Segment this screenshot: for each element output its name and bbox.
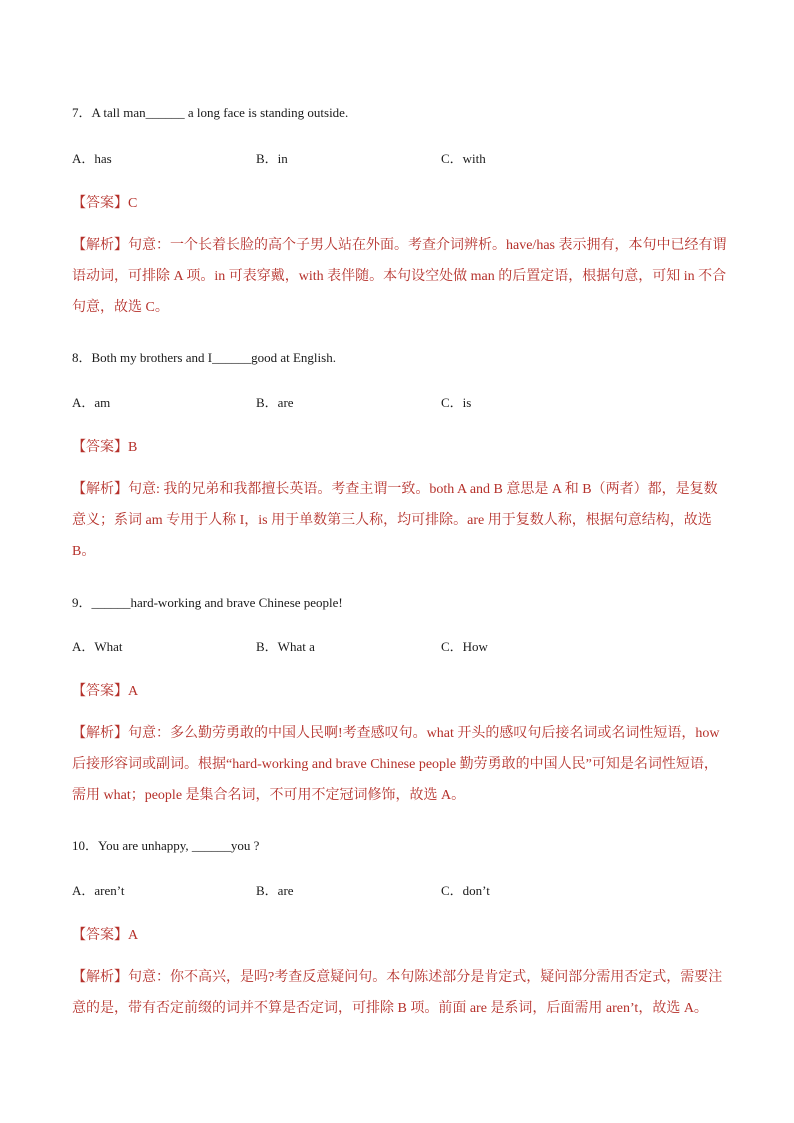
question-7-explanation	[72, 230, 727, 323]
question-7-explanation-line: 语动词，可排除 A 项。in 可表穿戴，with 表伴随。本句设空处做 man 的后置定语，根据句意，可知 in 不合	[72, 269, 727, 284]
question-8-explanation	[72, 474, 722, 567]
question-9-explanation-line: 【解析】句意：多么勤劳勇敢的中国人民啊!考查感叹句。what 开头的感叹句后接名词或名词性短语，how	[72, 726, 720, 741]
question-10-explanation-line: 【解析】句意：你不高兴，是吗?考查反意疑问句。本句陈述部分是肯定式，疑问部分需用否定式，需要注	[72, 970, 723, 985]
question-9-option-b: B．What a	[256, 639, 315, 654]
question-7-option-b: B．in	[256, 151, 288, 166]
question-10-answer: 【答案】A	[72, 928, 139, 943]
question-9-explanation-line: 需用 what；people 是集合名词，不可用不定冠词修饰，故选 A。	[72, 788, 466, 803]
question-10-option-c: C．don’t	[441, 883, 490, 898]
question-7-explanation-line: 【解析】句意：一个长着长脸的高个子男人站在外面。考查介词辨析。have/has 表示拥有，本句中已经有谓	[72, 238, 727, 253]
question-8-stem: 8．Both my brothers and I______good at English.	[72, 350, 336, 365]
question-9-explanation-line: 后接形容词或副词。根据“hard-working and brave Chinese people 勤劳勇敢的中国人民”可知是名词性短语，	[72, 757, 718, 772]
question-10-option-b: B．are	[256, 883, 294, 898]
question-7-answer: 【答案】C	[72, 196, 138, 211]
question-7-stem: 7．A tall man______ a long face is standing outside.	[72, 105, 349, 120]
question-7-option-a: A．has	[72, 151, 112, 166]
question-8-explanation-line: 【解析】句意: 我的兄弟和我都擅长英语。考查主谓一致。both A and B 意思是 A 和 B（两者）都，是复数	[72, 482, 718, 497]
question-7-option-c: C．with	[441, 151, 486, 166]
question-9-option-a: A．What	[72, 639, 123, 654]
question-10-stem: 10．You are unhappy, ______you ?	[72, 838, 260, 853]
question-8-explanation-line: B。	[72, 544, 96, 559]
question-8-option-b: B．are	[256, 395, 294, 410]
question-8-explanation-line: 意义；系词 am 专用于人称 I，is 用于单数第三人称，均可排除。are 用于复数人称，根据句意结构，故选	[72, 513, 712, 528]
question-7-explanation-line: 句意，故选 C。	[72, 300, 169, 315]
question-9-option-c: C．How	[441, 639, 488, 654]
question-9-stem: 9．______hard-working and brave Chinese people!	[72, 595, 343, 610]
question-8-option-c: C．is	[441, 395, 472, 410]
question-8-answer: 【答案】B	[72, 440, 138, 455]
question-9-answer: 【答案】A	[72, 684, 139, 699]
question-10-explanation	[72, 962, 722, 1024]
question-10-option-a: A．aren’t	[72, 883, 125, 898]
question-10-explanation-line: 意的是，带有否定前缀的词并不算是否定词，可排除 B 项。前面 are 是系词，后面需用 aren’t，故选 A。	[72, 1001, 708, 1016]
question-8-option-a: A．am	[72, 395, 111, 410]
question-9-explanation	[72, 718, 722, 811]
